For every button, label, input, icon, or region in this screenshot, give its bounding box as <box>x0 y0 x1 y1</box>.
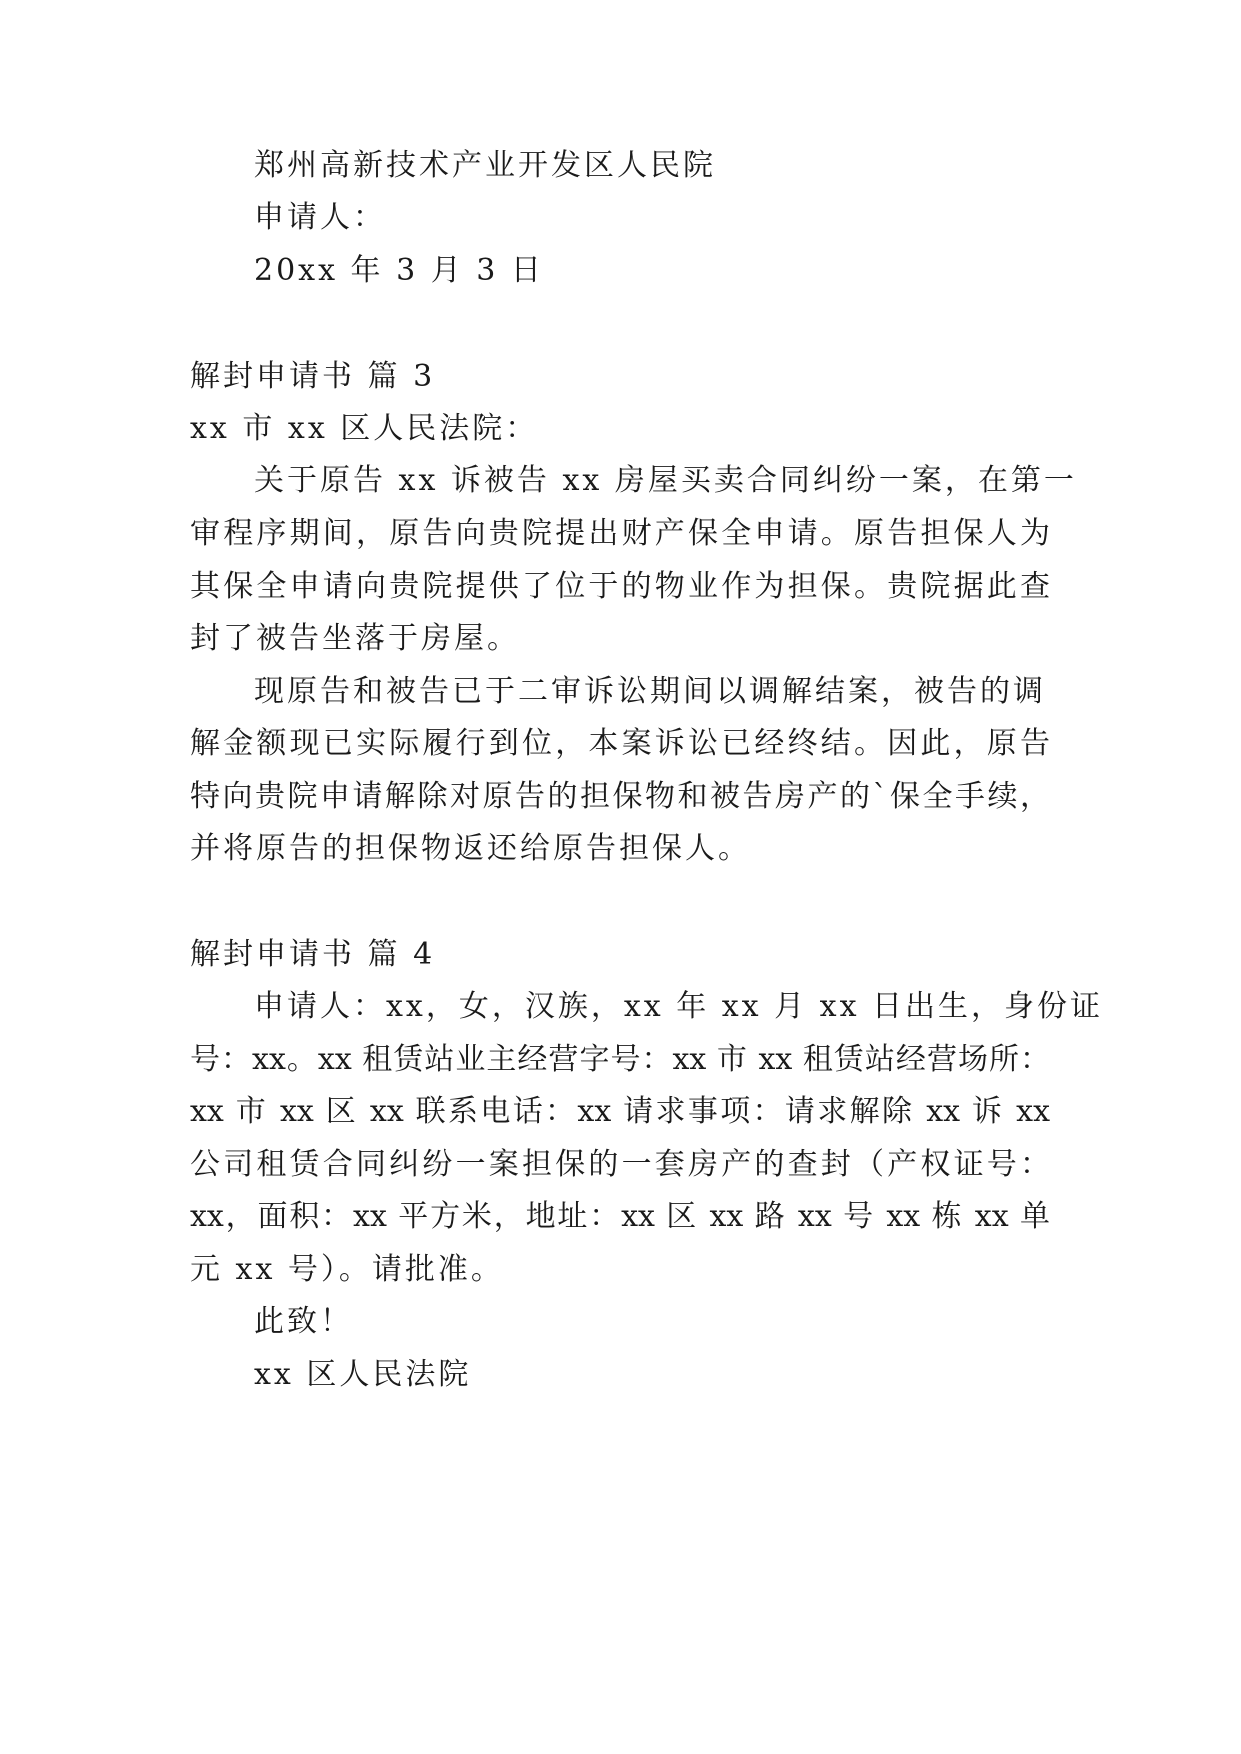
section-3-addressee: xx 市 xx 区人民法院： <box>190 411 539 446</box>
section-4-salutation: 此致！ <box>254 1304 353 1339</box>
section-3-paragraph-1-line: 封了被告坐落于房屋。 <box>190 621 520 656</box>
section-4-paragraph-1-line: xx，面积：xx 平方米，地址：xx 区 xx 路 xx 号 xx 栋 xx 单 <box>190 1199 1050 1234</box>
section-4-paragraph-1-line: 公司租赁合同纠纷一案担保的一套房产的查封（产权证号： <box>190 1147 1050 1182</box>
section-4-paragraph-1-line: 申请人：xx，女，汉族，xx 年 xx 月 xx 日出生，身份证 <box>254 989 1104 1024</box>
closing-court-name: 郑州高新技术产业开发区人民院 <box>254 148 716 183</box>
section-4-paragraph-1-line: xx 市 xx 区 xx 联系电话：xx 请求事项：请求解除 xx 诉 xx <box>190 1094 1050 1129</box>
section-4-paragraph-1-line: 号：xx。xx 租赁站业主经营字号：xx 市 xx 租赁站经营场所： <box>190 1042 1050 1077</box>
section-3-paragraph-2-line: 现原告和被告已于二审诉讼期间以调解结案，被告的调 <box>254 674 1046 709</box>
section-4-court-name: xx 区人民法院 <box>254 1357 472 1392</box>
section-4-title: 解封申请书 篇 4 <box>190 937 436 972</box>
section-3-paragraph-2-line: 解金额现已实际履行到位，本案诉讼已经终结。因此，原告 <box>190 726 1050 761</box>
section-3-paragraph-2-line: 并将原告的担保物返还给原告担保人。 <box>190 831 751 866</box>
section-3-paragraph-1-line: 审程序期间，原告向贵院提出财产保全申请。原告担保人为 <box>190 516 1050 551</box>
section-3-paragraph-1-line: 其保全申请向贵院提供了位于的物业作为担保。贵院据此查 <box>190 569 1050 604</box>
section-3-title: 解封申请书 篇 3 <box>190 359 436 394</box>
closing-date: 20xx 年 3 月 3 日 <box>254 253 544 288</box>
section-3-paragraph-2-line: 特向贵院申请解除对原告的担保物和被告房产的`保全手续， <box>190 779 1050 814</box>
section-3-paragraph-1-line: 关于原告 xx 诉被告 xx 房屋买卖合同纠纷一案，在第一 <box>254 463 1077 498</box>
section-4-paragraph-1-line: 元 xx 号）。请批准。 <box>190 1252 504 1287</box>
closing-applicant-label: 申请人： <box>254 200 386 235</box>
